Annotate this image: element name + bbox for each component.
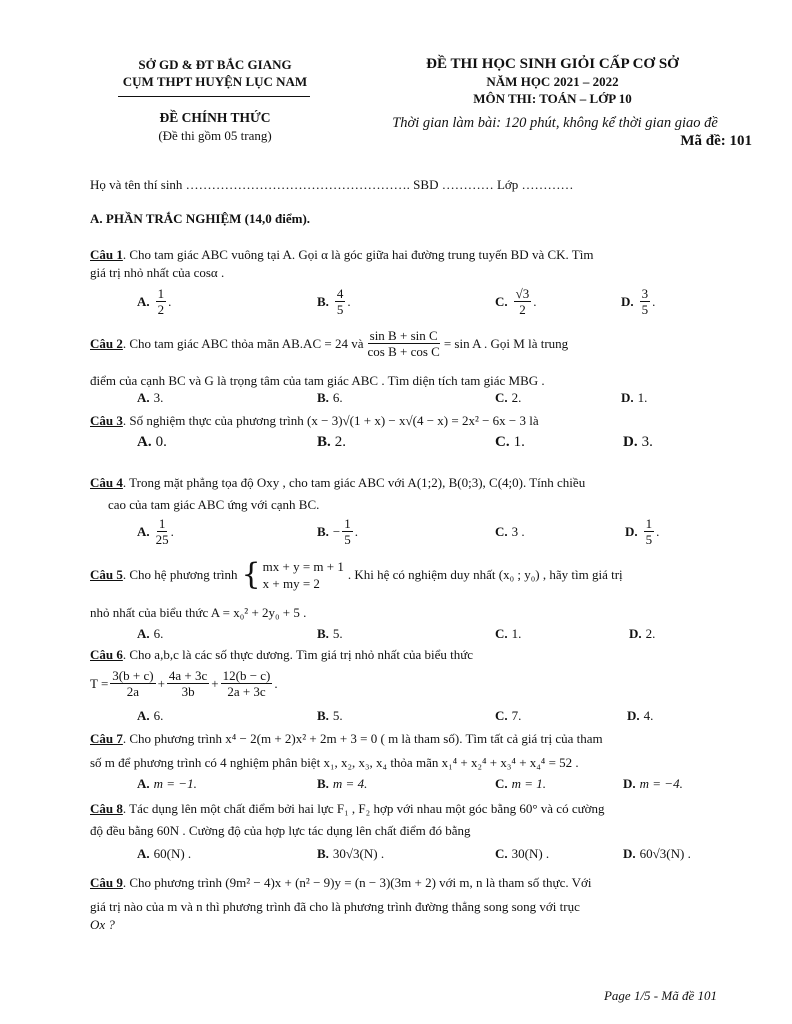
question-2-options: [137, 390, 727, 406]
question-5: Câu 5 . Cho hệ phương trình { mx + y = m + 1 x + my = 2 . Khi hệ có nghiệm duy nhất (x₀ ; y₀) , hãy tìm giá trị: [90, 557, 623, 592]
question-9: Câu 9. Cho phương trình (9m² − 4)x + (n² − 9)y = (n − 3)(3m + 2) với m, n là tham số thực. Với: [90, 875, 592, 890]
question-3: Câu 3. Số nghiệm thực của phương trình (x − 3)√(1 + x) − x√(4 − x) = 2x² − 6x − 3 là: [90, 413, 539, 428]
option-a[interactable]: A. 6.: [137, 626, 164, 641]
question-label: Câu 4: [90, 475, 123, 490]
option-b[interactable]: B. 5.: [317, 708, 343, 723]
header-left: [95, 56, 335, 90]
option-c[interactable]: C. 7.: [495, 708, 522, 723]
question-8-options: [137, 846, 727, 862]
question-7-cont: số m để phương trình có 4 nghiệm phân biệt x₁, x₂, x₃, x₄ thỏa mãn x₁⁴ + x₂⁴ + x₃⁴ + x₄⁴ = 52 .: [90, 755, 579, 770]
department-name: SỞ GD & ĐT BẮC GIANG: [138, 57, 292, 72]
option-d[interactable]: D. 3.: [623, 434, 653, 450]
exam-title: ĐỀ THI HỌC SINH GIỎI CẤP CƠ SỞ: [426, 56, 679, 72]
equation-system: { mx + y = m + 1 x + my = 2: [241, 557, 344, 592]
question-8: Câu 8. Tác dụng lên một chất điểm bởi hai lực F₁ , F₂ hợp với nhau một góc bằng 60° và có cường: [90, 801, 605, 816]
page-footer: Page 1/5 - Mã đề 101: [603, 988, 717, 1003]
option-c[interactable]: C. 1.: [495, 626, 522, 641]
question-6-expression: T = $\frac{3(b + c)}{2a}$ + $\frac{4a + 3c}{3b}$ + $\frac{12(b - c)}{2a + 3c}$ .: [90, 668, 278, 699]
option-b[interactable]: B. 6.: [317, 390, 343, 405]
student-info-line: Họ và tên thí sinh ……………………………………………. SBD ………… Lớp …………: [90, 177, 574, 192]
question-text: . Cho tam giác ABC vuông tại A. Gọi α là góc giữa hai đường trung tuyến BD và CK. Tìm: [122, 247, 594, 262]
option-b[interactable]: B. 30√3(N) .: [317, 846, 385, 861]
cluster-name: CỤM THPT HUYỆN LỤC NAM: [122, 74, 308, 89]
option-a[interactable]: A. 60(N) .: [137, 846, 192, 861]
option-c[interactable]: C. 1.: [495, 434, 525, 450]
option-b[interactable]: B. 2.: [317, 434, 347, 450]
question-5-options: [137, 626, 727, 642]
header-divider: [118, 96, 310, 97]
question-9-cont: giá trị nào của m và n thì phương trình đã cho là phương trình đường thẳng song song với trục: [90, 899, 580, 914]
question-8-cont: độ đều bằng 60N . Cường độ của hợp lực tác dụng lên chất điểm đó bằng: [90, 823, 471, 838]
option-c[interactable]: C. m = 1.: [495, 776, 547, 791]
exam-code: Mã đề: 101: [680, 133, 752, 149]
option-a[interactable]: A. 3.: [137, 390, 164, 405]
option-c[interactable]: C. $\frac{√3}{2}$ .: [495, 286, 537, 317]
option-a[interactable]: A. m = −1.: [137, 776, 197, 791]
question-label: Câu 9: [90, 875, 123, 890]
option-d[interactable]: D. m = −4.: [623, 776, 683, 791]
question-6-options: [137, 708, 727, 724]
option-c[interactable]: C. 3 .: [495, 523, 525, 539]
section-a-title: A. PHẦN TRẮC NGHIỆM (14,0 điểm).: [90, 211, 311, 226]
question-5-cont: nhỏ nhất của biểu thức A = x₀² + 2y₀ + 5 .: [90, 605, 307, 620]
question-label: Câu 3: [90, 413, 123, 428]
question-label: Câu 7: [90, 731, 123, 746]
option-b[interactable]: B. 5.: [317, 626, 343, 641]
question-4-cont: cao của tam giác ABC ứng với cạnh BC.: [108, 497, 320, 512]
option-d[interactable]: D. 1.: [621, 390, 648, 405]
page-count-note: (Đề thi gồm 05 trang): [158, 128, 272, 143]
time-allowed: Thời gian làm bài: 120 phút, không kể thời gian giao đề: [392, 115, 718, 131]
question-6: Câu 6. Cho a,b,c là các số thực dương. Tìm giá trị nhỏ nhất của biểu thức: [90, 647, 474, 662]
option-a[interactable]: A. 0.: [137, 434, 167, 450]
question-4-options: [137, 516, 727, 547]
question-label: Câu 1: [90, 247, 123, 262]
school-year: NĂM HỌC 2021 – 2022: [486, 74, 619, 89]
question-7: Câu 7. Cho phương trình x⁴ − 2(m + 2)x² + 2m + 3 = 0 ( m là tham số). Tìm tất cả giá trị của tham: [90, 731, 603, 746]
official-label: ĐỀ CHÍNH THỨC: [159, 110, 271, 125]
option-d[interactable]: D. $\frac{1}{5}$ .: [625, 516, 660, 547]
option-d[interactable]: D. $\frac{3}{5}$ .: [621, 286, 656, 317]
question-1-cont: giá trị nhỏ nhất của cosα .: [90, 265, 225, 280]
question-4: Câu 4. Trong mặt phẳng tọa độ Oxy , cho tam giác ABC với A(1;2), B(0;3), C(4;0). Tính chiều: [90, 475, 586, 490]
question-9-cont2: Ox ?: [90, 917, 115, 932]
question-3-options: [137, 434, 727, 451]
option-d[interactable]: D. 2.: [629, 626, 656, 641]
option-c[interactable]: C. 2.: [495, 390, 522, 405]
header-right: [355, 56, 750, 107]
subject: MÔN THI: TOÁN – LỚP 10: [473, 91, 632, 106]
question-7-options: [137, 776, 727, 792]
option-d[interactable]: D. 60√3(N) .: [623, 846, 691, 861]
question-label: Câu 8: [90, 801, 123, 816]
option-c[interactable]: C. 30(N) .: [495, 846, 550, 861]
question-label: Câu 2: [90, 335, 123, 351]
question-label: Câu 5: [90, 567, 123, 582]
option-b[interactable]: B. m = 4.: [317, 776, 368, 791]
question-2: Câu 2 . Cho tam giác ABC thỏa mãn AB.AC = 24 và $\frac{\text{sin B + sin C}}{\text{cos B + cos C}}$ = sin A . Gọi M là trung: [90, 328, 569, 359]
question-1-options: [137, 286, 727, 317]
option-a[interactable]: A. 6.: [137, 708, 164, 723]
option-d[interactable]: D. 4.: [627, 708, 654, 723]
question-2-cont: điểm của cạnh BC và G là trọng tâm của tam giác ABC . Tìm diện tích tam giác MBG .: [90, 373, 545, 388]
option-a[interactable]: A. $\frac{1}{25}$ .: [137, 516, 174, 547]
option-b[interactable]: B. − $\frac{1}{5}$ .: [317, 516, 359, 547]
option-a[interactable]: A. $\frac{1}{2}$ .: [137, 286, 172, 317]
question-1: [90, 246, 720, 264]
question-label: Câu 6: [90, 647, 123, 662]
option-b[interactable]: B. $\frac{4}{5}$ .: [317, 286, 351, 317]
